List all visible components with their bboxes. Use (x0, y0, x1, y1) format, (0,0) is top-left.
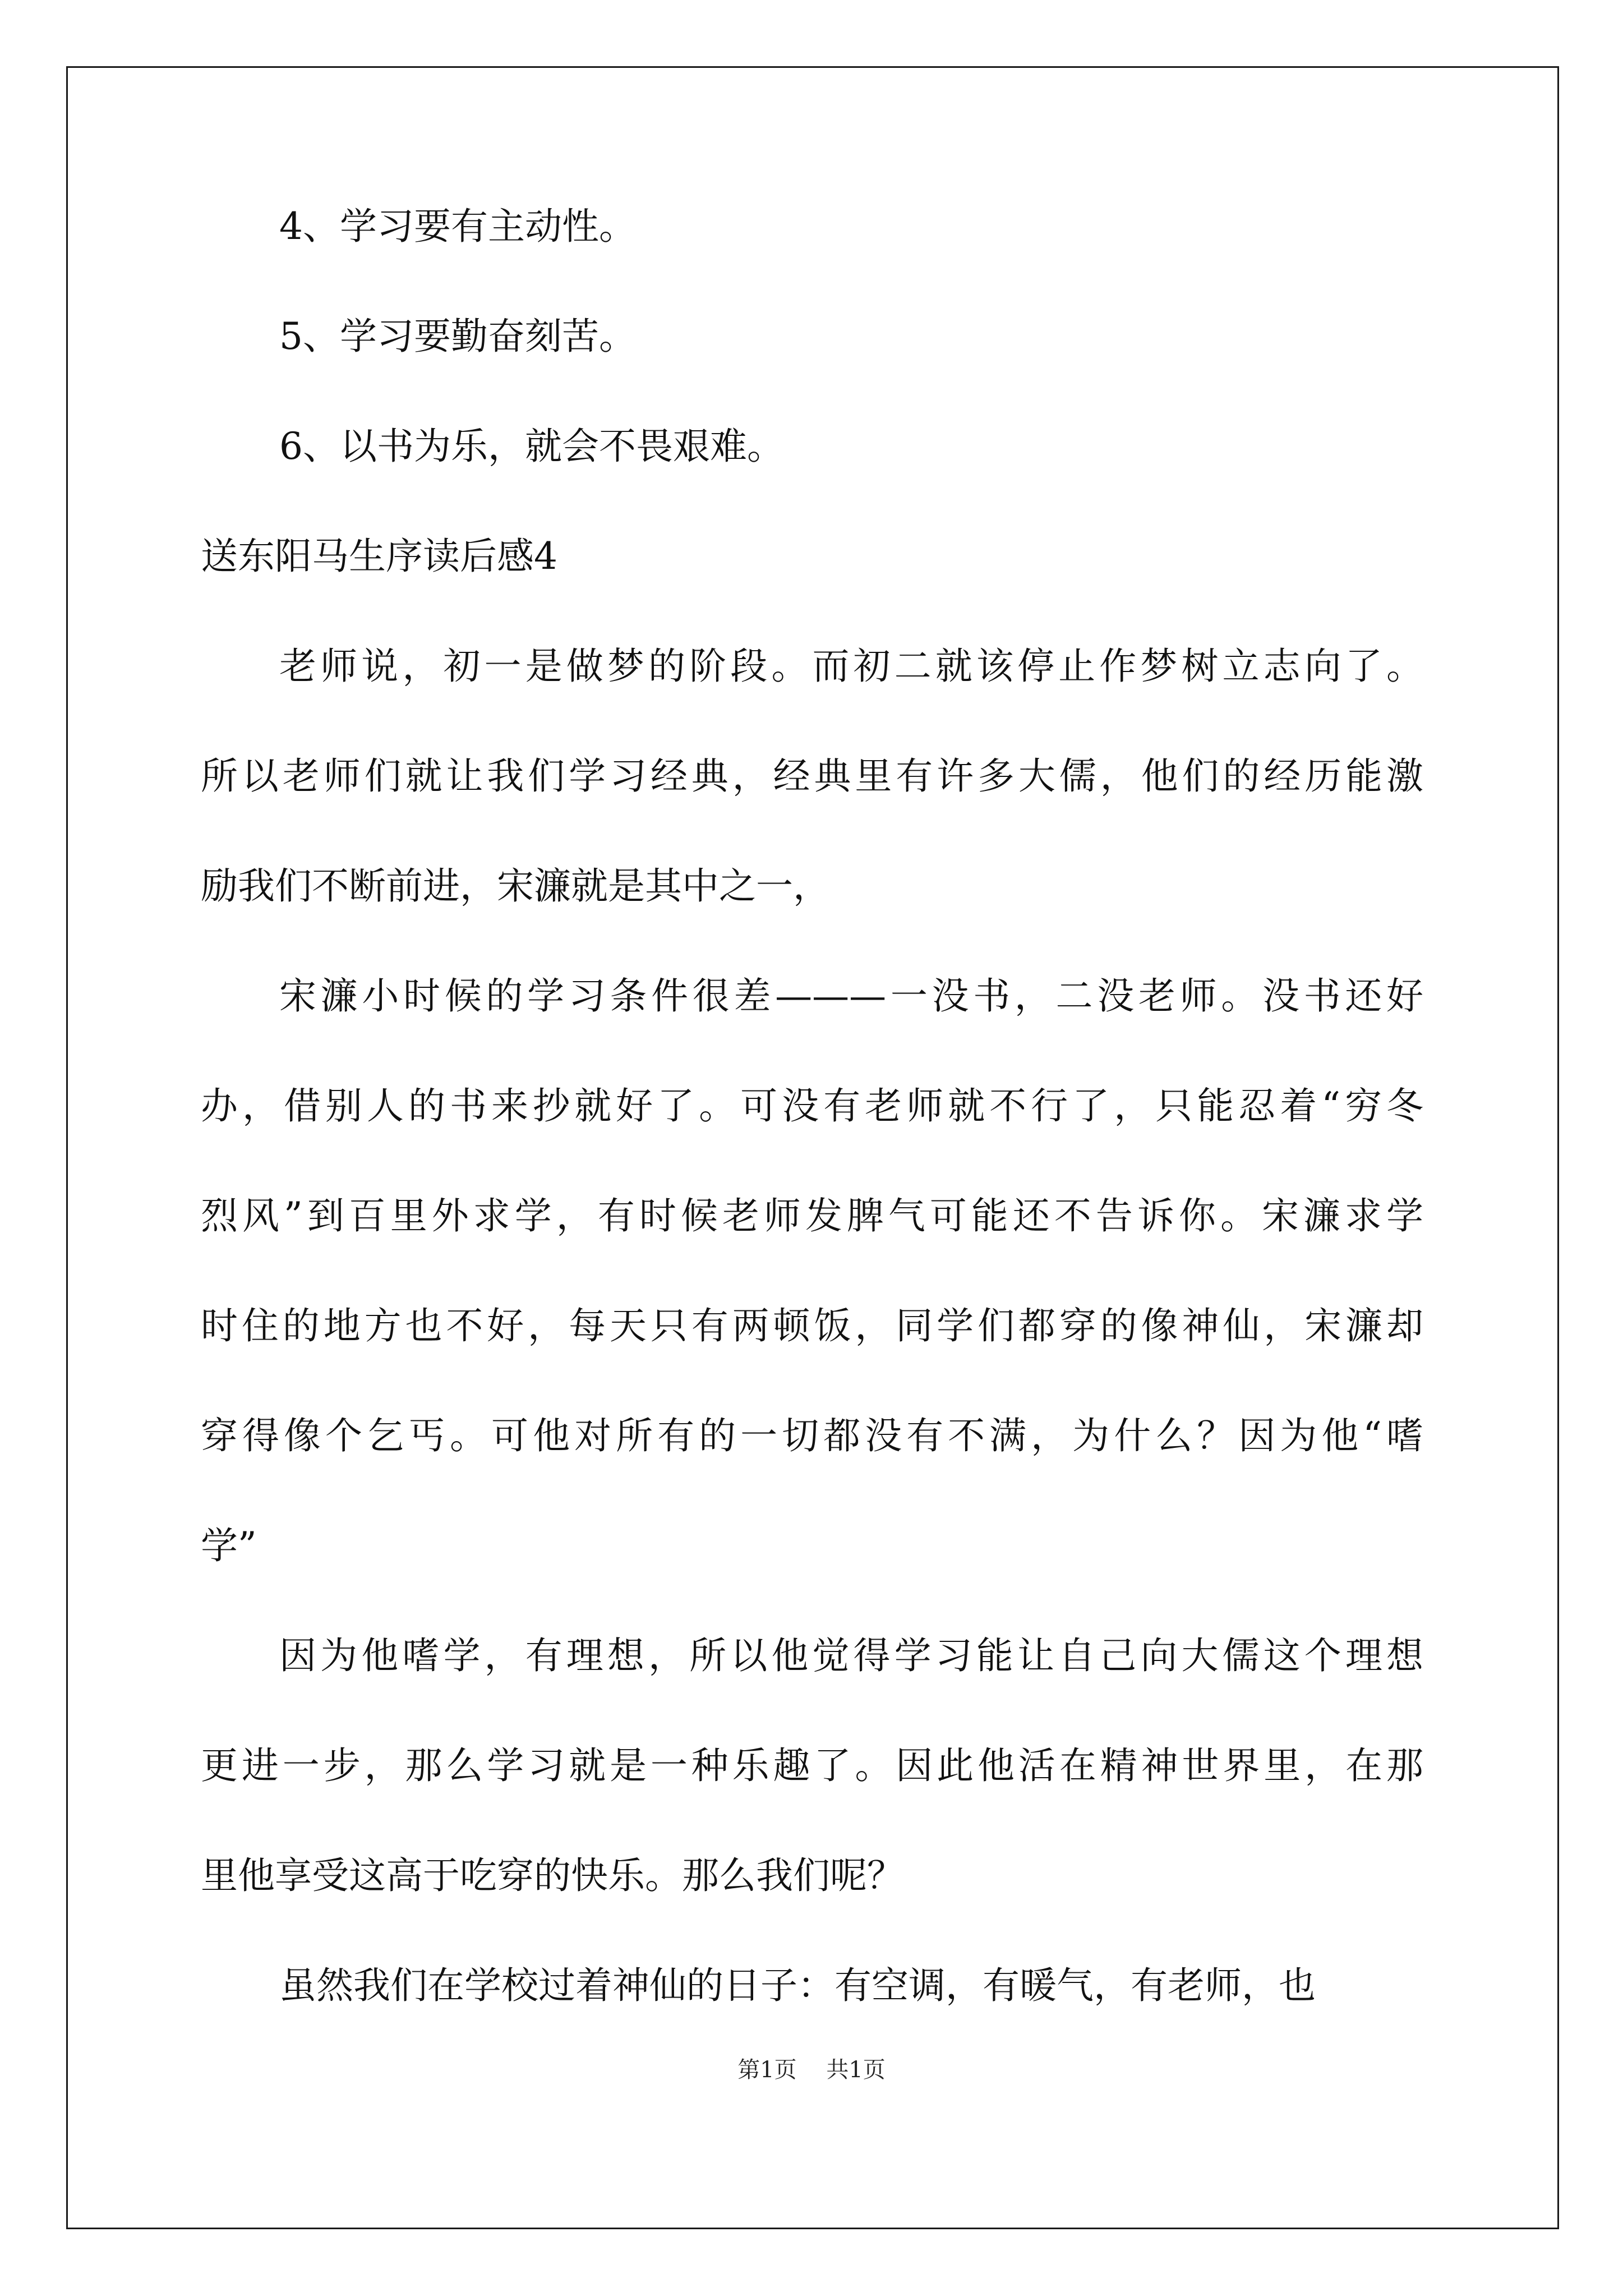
page-footer (0, 2054, 1623, 2086)
paragraph-line: 因为他嗜学，有理想，所以他觉得学习能让自己向大儒这个理想 (279, 1634, 1423, 1677)
document-body (201, 202, 1423, 2071)
paragraph-line: 励我们不断前进，宋濂就是其中之一， (201, 864, 830, 908)
paragraph-line: 时住的地方也不好，每天只有两顿饭，同学们都穿的像神仙，宋濂却 (201, 1304, 1423, 1347)
paragraph-3 (201, 1631, 1423, 1901)
paragraph-line: 办，借别人的书来抄就好了。可没有老师就不行了，只能忍着“穷冬 (201, 1084, 1423, 1128)
paragraph-line: 里他享受这高于吃穿的快乐。那么我们呢？ (201, 1854, 904, 1897)
paragraph-4 (201, 1961, 1423, 2010)
page-total: 共1页 (826, 2057, 886, 2083)
list-item: 4、学习要有主动性。 (279, 205, 636, 248)
list-item: 5、学习要勤奋刻苦。 (279, 315, 636, 358)
paragraph-line: 老师说，初一是做梦的阶段。而初二就该停止作梦树立志向了。 (279, 645, 1423, 688)
list-item: 6、以书为乐，就会不畏艰难。 (279, 425, 784, 468)
paragraph-line: 烈风”到百里外求学，有时候老师发脾气可能还不告诉你。宋濂求学 (201, 1194, 1423, 1237)
paragraph-line: 穿得像个乞丐。可他对所有的一切都没有不满，为什么？因为他“嗜 (201, 1414, 1423, 1457)
paragraph-line: 学” (201, 1524, 257, 1567)
paragraph-line: 宋濂小时候的学习条件很差———一没书，二没老师。没书还好 (279, 974, 1423, 1018)
paragraph-line: 更进一步，那么学习就是一种乐趣了。因此他活在精神世界里，在那 (201, 1744, 1423, 1787)
paragraph-line: 所以老师们就让我们学习经典，经典里有许多大儒，他们的经历能激 (201, 754, 1423, 798)
page-number: 第1页 (737, 2057, 797, 2083)
paragraph-2 (201, 972, 1423, 1571)
paragraph-1 (201, 642, 1423, 911)
paragraph-line: 虽然我们在学校过着神仙的日子：有空调，有暖气，有老师，也 (279, 1964, 1316, 2007)
section-heading: 送东阳马生序读后感4 (201, 535, 557, 578)
